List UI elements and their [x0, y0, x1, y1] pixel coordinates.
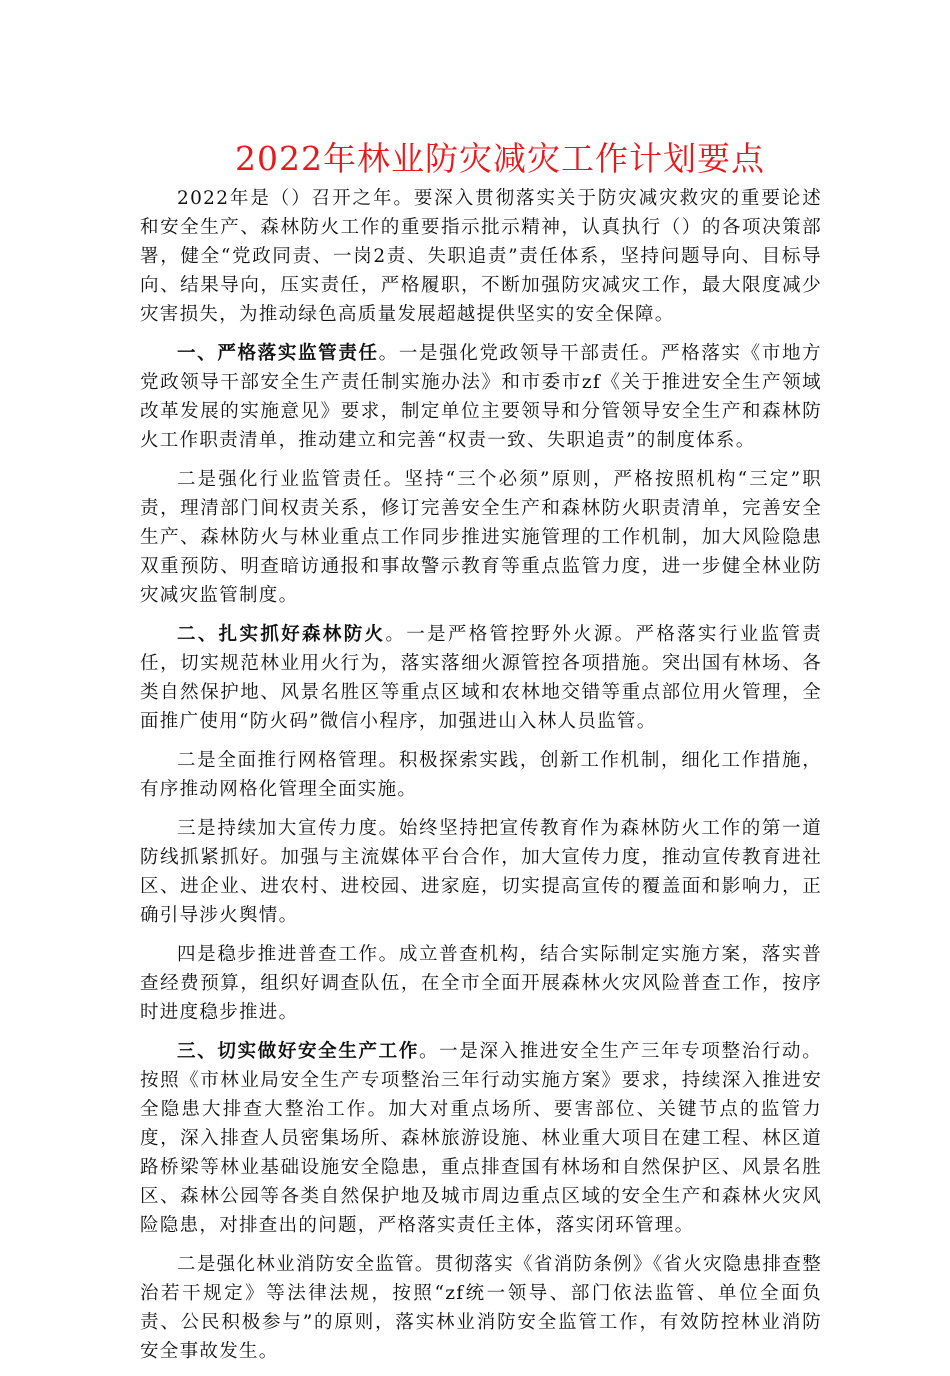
paragraph-section-3	[140, 1037, 822, 1240]
document-title: 2022年林业防灾减灾工作计划要点	[235, 139, 765, 178]
paragraph-section-2-item-3	[140, 814, 822, 930]
paragraph-section-2-item-4	[140, 940, 822, 1027]
paragraph-section-1-item-2	[140, 465, 822, 610]
section-heading: 一、严格落实监管责任	[177, 343, 379, 364]
section-heading: 二、扎实抓好森林防火	[177, 624, 386, 645]
paragraph-section-2	[140, 620, 822, 736]
paragraph-intro	[140, 184, 822, 329]
paragraph-text: 。一是强化党政领导干部责任。严格落实《市地方党政领导干部安全生产责任制实施办法》和市委市zf《关于推进安全生产领域改革发展的实施意见》要求，制定单位主要领导和分管领导安全生产和森林防火工作职责清单，推动建立和完善“权责一致、失职追责”的制度体系。	[140, 343, 822, 451]
paragraph-section-3-item-2	[140, 1250, 822, 1366]
paragraph-text: 2022年是（）召开之年。要深入贯彻落实关于防灾减灾救灾的重要论述和安全生产、森林防火工作的重要指示批示精神，认真执行（）的各项决策部署，健全“党政同责、一岗2责、失职追责”责任体系，坚持问题导向、目标导向、结果导向，压实责任，严格履职，不断加强防灾减灾工作，最大限度减少灾害损失，为推动绿色高质量发展超越提供坚实的安全保障。	[140, 188, 822, 325]
paragraph-section-1	[140, 339, 822, 455]
paragraph-text: 二是强化林业消防安全监管。贯彻落实《省消防条例》《省火灾隐患排查整治若干规定》等法律法规，按照“zf统一领导、部门依法监管、单位全面负责、公民积极参与”的原则，落实林业消防安全监管工作，有效防控林业消防安全事故发生。	[140, 1254, 822, 1362]
paragraph-text: 。一是深入推进安全生产三年专项整治行动。按照《市林业局安全生产专项整治三年行动实施方案》要求，持续深入推进安全隐患大排查大整治工作。加大对重点场所、要害部位、关键节点的监管力度，深入排查人员密集场所、森林旅游设施、林业重大项目在建工程、林区道路桥梁等林业基础设施安全隐患，重点排查国有林场和自然保护区、风景名胜区、森林公园等各类自然保护地及城市周边重点区域的安全生产和森林火灾风险隐患，对排查出的问题，严格落实责任主体，落实闭环管理。	[140, 1041, 822, 1236]
paragraph-section-2-item-2	[140, 746, 822, 804]
document-body	[140, 184, 822, 1376]
paragraph-text: 。一是严格管控野外火源。严格落实行业监管责任，切实规范林业用火行为，落实落细火源管控各项措施。突出国有林场、各类自然保护地、风景名胜区等重点区域和农林地交错等重点部位用火管理，全面推广使用“防火码”微信小程序，加强进山入林人员监管。	[140, 624, 822, 732]
section-heading: 三、切实做好安全生产工作	[177, 1041, 420, 1062]
paragraph-text: 二是强化行业监管责任。坚持“三个必须”原则，严格按照机构“三定”职责，理清部门间权责关系，修订完善安全生产和森林防火职责清单，完善安全生产、森林防火与林业重点工作同步推进实施管理的工作机制，加大风险隐患双重预防、明查暗访通报和事故警示教育等重点监管力度，进一步健全林业防灾减灾监管制度。	[140, 469, 822, 606]
paragraph-text: 四是稳步推进普查工作。成立普查机构，结合实际制定实施方案，落实普查经费预算，组织好调查队伍，在全市全面开展森林火灾风险普查工作，按序时进度稳步推进。	[140, 944, 822, 1023]
paragraph-text: 三是持续加大宣传力度。始终坚持把宣传教育作为森林防火工作的第一道防线抓紧抓好。加强与主流媒体平台合作，加大宣传力度，推动宣传教育进社区、进企业、进农村、进校园、进家庭，切实提高宣传的覆盖面和影响力，正确引导涉火舆情。	[140, 818, 822, 926]
paragraph-text: 二是全面推行网格管理。积极探索实践，创新工作机制，细化工作措施，有序推动网格化管理全面实施。	[140, 750, 822, 800]
